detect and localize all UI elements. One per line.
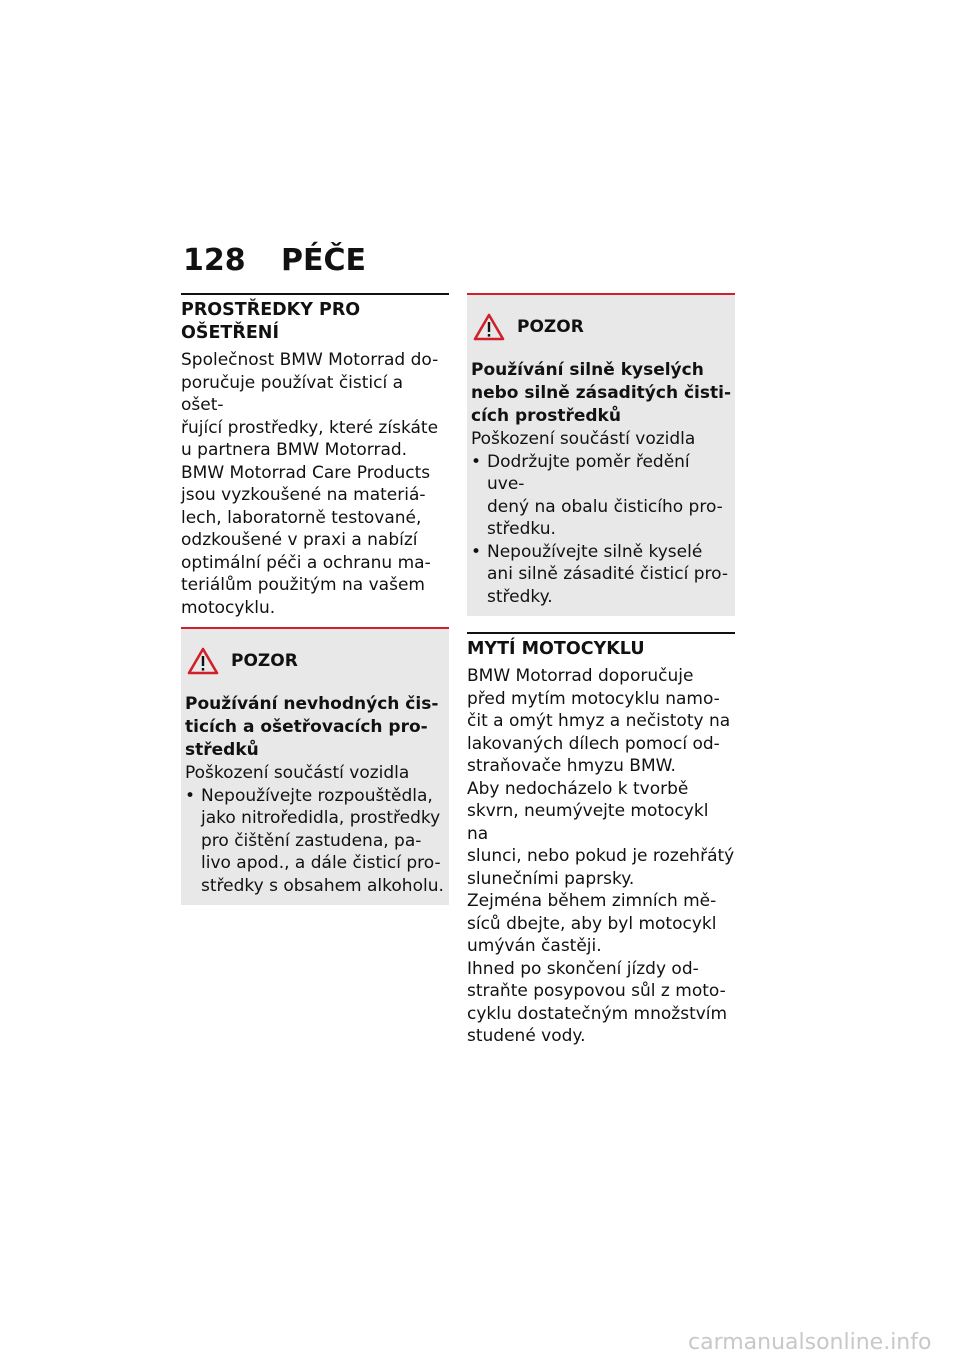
warning-title-line: středků — [185, 740, 259, 760]
text-line: BMW Motorrad doporučuje — [467, 666, 694, 686]
text-line: jako nitroředidla, prostředky — [201, 808, 441, 828]
section-title-washing: MYTÍ MOTOCYKLU — [467, 639, 645, 659]
text-line: před mytím motocyklu namo- — [467, 688, 720, 709]
text-line: Zejména během zimních mě- — [467, 891, 717, 911]
paragraph — [467, 890, 735, 958]
text-line: teriálům použitým na vašem — [181, 575, 425, 595]
section-title-care-products — [181, 299, 449, 345]
text-line: • Nepoužívejte rozpouštědla, — [201, 785, 433, 806]
paragraph — [467, 665, 735, 778]
page-header — [183, 243, 366, 278]
warning-bullets — [471, 451, 731, 609]
text-line: cyklu dostatečným množstvím — [467, 1003, 728, 1024]
paragraph — [467, 958, 735, 1048]
page-number: 128 — [183, 243, 246, 278]
section-rule — [181, 293, 449, 295]
text-line: livo apod., a dále čisticí pro- — [201, 853, 441, 873]
warning-label: POZOR — [517, 317, 584, 337]
text-line: dený na obalu čisticího pro- — [487, 496, 723, 517]
text-line: jsou vyzkoušené na materiá- — [181, 485, 426, 505]
text-line: lech, laboratorně testované, — [181, 507, 422, 528]
bullet-item — [471, 451, 731, 541]
text-line: u partnera BMW Motorrad. — [181, 440, 408, 460]
warning-label: POZOR — [231, 651, 298, 671]
text-line: pro čištění zastudena, pa- — [201, 830, 422, 851]
warning-header — [471, 295, 731, 359]
text-line: motocyklu. — [181, 597, 276, 618]
warning-consequence: Poškození součástí vozidla — [185, 763, 410, 783]
text-line: poručuje používat čisticí a ošet- — [181, 372, 404, 415]
warning-triangle-icon — [187, 647, 219, 675]
text-line: Společnost BMW Motorrad do- — [181, 350, 439, 370]
warning-box-acidic-alkaline — [467, 295, 735, 616]
washing-text — [467, 665, 735, 1048]
paragraph — [467, 778, 735, 891]
text-line: řující prostředky, které získáte — [181, 417, 439, 438]
section-rule — [467, 632, 735, 634]
bullet-item — [471, 541, 731, 609]
watermark: carmanualsonline.info — [688, 1330, 932, 1355]
text-line: slunci, nebo pokud je rozehřátý — [467, 846, 735, 866]
section-title-line: PROSTŘEDKY PRO — [181, 300, 361, 320]
text-line: optimální péči a ochranu ma- — [181, 552, 431, 573]
text-line: umýván častěji. — [467, 936, 602, 956]
warning-title-line: Používání silně kyselých — [471, 360, 704, 380]
text-line: síců dbejte, aby byl motocykl — [467, 913, 717, 934]
text-line: straňte posypovou sůl z moto- — [467, 981, 726, 1001]
text-line: • Dodržujte poměr ředění uve- — [487, 451, 690, 494]
text-line: Ihned po skončení jízdy od- — [467, 958, 699, 979]
text-line: studené vody. — [467, 1026, 586, 1046]
right-column — [467, 293, 735, 1048]
text-line: středky s obsahem alkoholu. — [201, 875, 444, 896]
text-line: • Nepoužívejte silně kyselé — [487, 541, 703, 562]
text-line: Aby nedocházelo k tvorbě — [467, 778, 689, 799]
intro-paragraph — [181, 349, 449, 619]
text-line: lakovaných dílech pomocí od- — [467, 733, 720, 754]
text-line: straňovače hmyzu BMW. — [467, 756, 676, 776]
text-line: BMW Motorrad Care Products — [181, 462, 431, 483]
text-line: slunečními paprsky. — [467, 868, 635, 889]
bullet-item — [185, 785, 445, 898]
section-title-line: OŠETŘENÍ — [181, 323, 279, 343]
warning-bullets — [185, 785, 445, 898]
warning-title-line: cích prostředků — [471, 406, 621, 426]
warning-title-line: ticích a ošetřovacích pro- — [185, 717, 428, 737]
left-column — [181, 293, 449, 905]
warning-title — [471, 359, 731, 428]
warning-consequence: Poškození součástí vozidla — [471, 429, 696, 449]
text-line: čit a omýt hmyz a nečistoty na — [467, 711, 731, 731]
text-line: skvrn, neumývejte motocykl na — [467, 801, 709, 844]
text-line: odzkoušené v praxi a nabízí — [181, 530, 418, 550]
text-line: ani silně zásadité čisticí pro- — [487, 564, 728, 584]
warning-box-unsuitable-cleaners — [181, 629, 449, 905]
text-line: středku. — [487, 519, 556, 539]
chapter-title: PÉČE — [281, 243, 366, 278]
warning-title-line: Používání nevhodných čis- — [185, 694, 439, 714]
text-line: středky. — [487, 586, 553, 607]
warning-title — [185, 693, 445, 762]
warning-title-line: nebo silně zásaditých čisti- — [471, 383, 732, 403]
warning-header — [185, 629, 445, 693]
warning-triangle-icon — [473, 313, 505, 341]
